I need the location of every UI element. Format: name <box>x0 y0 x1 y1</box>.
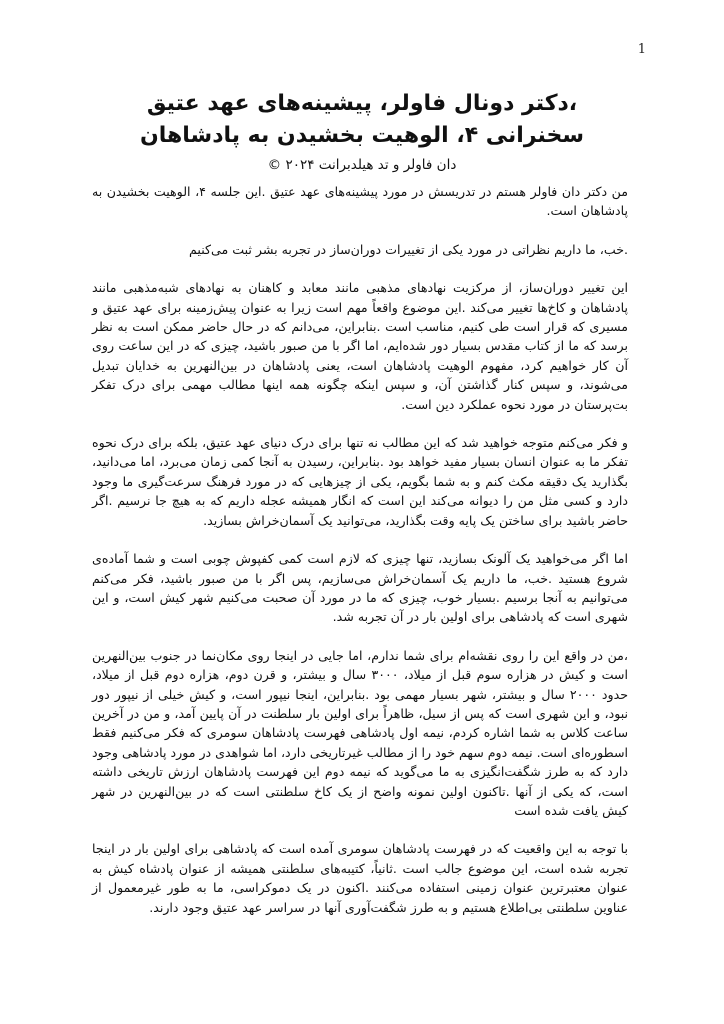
paragraph: اما اگر می‌خواهید یک آلونک بسازید، تنها چیزی که لازم است کمی کفپوش چوبی است و شما آماده‌ی شروع هستید .خب، ما داریم یک آسمان‌خراش می‌سازیم، پس اگر با من صبور باشید، فکر می‌کنم می‌توانیم به آنجا برسیم .بسیار خوب، چیزی که ما در مورد آن صحبت می‌کنیم شهر کیش است، و این شهری است که پادشاهی برای اولین بار در آن تجربه شد. <box>92 551 628 625</box>
body-text <box>92 182 628 936</box>
paragraph: ،من در واقع این را روی نقشه‌ام برای شما ندارم، اما جایی در اینجا روی مکان‌نما در جنوب بین‌النهرین است و کیش در هزاره سوم قبل از میلاد، ۳۰۰۰ سال و بیشتر، و قرن دوم، هزاره دوم قبل از میلاد، حدود ۲۰۰۰ سال و بیشتر، شهر بسیار مهمی بود .بنابراین، اینجا نیپور است، و کیش خیلی از نیپور دور نبود، و این شهری است که پس از سیل، ظاهراً برای اولین بار سلطنت در آن پایین آمد، و من در آخرین ساعت کلاس به شما اشاره کردم، نیمه اول پادشاهی فهرست پادشاهان سومری که فکر می‌کنیم فقط اسطوره‌ای است. نیمه دوم سهم خود را از مطالب غیرتاریخی دارد، اما شواهدی در مورد پادشاهی وجود دارد که به طرز شگفت‌انگیزی به ما می‌گوید که نیمه دوم این فهرست پادشاهان ارزش تاریخی داشته است، که یکی از آنها .تاکنون اولین نمونه واضح از یک کاخ سلطنتی است که در بین‌النهرین در شهر کیش یافت شده است <box>92 647 628 818</box>
title-line-2: سخنرانی ۴، الوهیت بخشیدن به پادشاهان <box>140 123 584 148</box>
title-block <box>80 88 644 176</box>
page-number: 1 <box>637 42 646 57</box>
authors-line: دان فاولر و تد هیلدبرانت ۲۰۲۴ © <box>267 157 457 173</box>
title-line-1: ،دکتر دونال فاولر، پیشینه‌های عهد عتیق <box>146 91 578 116</box>
paragraph: .خب، ما داریم نظراتی در مورد یکی از تغییرات دوران‌ساز در تجربه بشر ثبت می‌کنیم <box>189 241 628 257</box>
paragraph: این تغییر دوران‌ساز، از مرکزیت نهادهای مذهبی مانند معابد و کاهنان به نهادهای شبه‌مذهبی مانند پادشاهان و کاخ‌ها تغییر می‌کند .این موضوع واقعاً مهم است زیرا به عنوان پیش‌زمینه برای عهد عتیق و مسیری که قرار است طی کنیم، مناسب است .بنابراین، می‌دانم که در حال حاضر ممکن است به نظر برسد که ما از کتاب مقدس بسیار دور شده‌ایم، اما اگر با من صبور باشید، چیزی که در این ساعت روی آن کار خواهیم کرد، مفهوم الوهیت پادشاهان است، یعنی پادشاهان در بین‌النهرین به خدایان تبدیل می‌شوند، و سپس کنار گذاشتن آن، و سپس اینکه چگونه همه اینها مطالب مهمی برای درک تفکر بت‌پرستان در مورد نحوه عملکرد دین است. <box>92 280 628 412</box>
paragraph: من دکتر دان فاولر هستم در تدریسش در مورد پیشینه‌های عهد عتیق .این جلسه ۴، الوهیت بخشیدن به پادشاهان است. <box>92 184 628 219</box>
paragraph: و فکر می‌کنم متوجه خواهید شد که این مطالب نه تنها برای درک دنیای عهد عتیق، بلکه برای درک نحوه تفکر ما به عنوان انسان بسیار مفید خواهد بود .بنابراین، رسیدن به آنجا کمی زمان می‌برد، اما می‌دانید، بگذارید یک دقیقه مکث کنم و به شما بگویم، یکی از چیزهایی که در مورد فرهنگ سرعت‌گیری ما وجود دارد و کسی مثل من را دیوانه می‌کند این است که انگار همیشه عجله داریم که به هیچ جا نرسیم .اگر حاضر باشید برای ساختن یک پایه وقت بگذارید، می‌توانید یک آسمان‌خراش بسازید. <box>92 435 628 528</box>
paragraph: با توجه به این واقعیت که در فهرست پادشاهان سومری آمده است که پادشاهی برای اولین بار در اینجا تجربه شده است، این موضوع جالب است .ثانیاً، کتیبه‌های سلطنتی همیشه از عنوان پادشاه کیش به عنوان معتبرترین عنوان زمینی استفاده می‌کنند .اکنون در یک دموکراسی، ما به طور غیرمعمول از عناوین سلطنتی بی‌اطلاع هستیم و به طرز شگفت‌آوری آنها در سراسر عهد عتیق وجود دارند. <box>92 841 628 915</box>
